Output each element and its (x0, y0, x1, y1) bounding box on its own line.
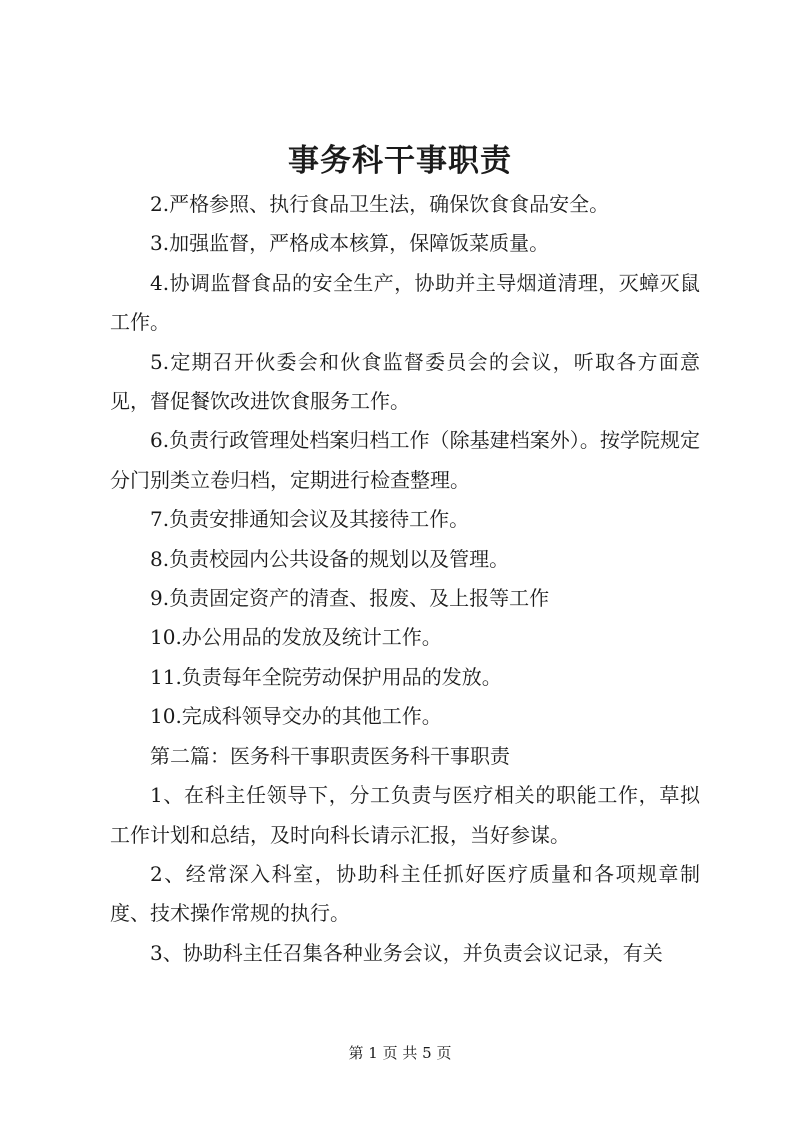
paragraph: 5.定期召开伙委会和伙食监督委员会的会议，听取各方面意见，督促餐饮改进饮食服务工作。 (110, 349, 700, 414)
paragraph: 4.协调监督食品的安全生产，协助并主导烟道清理，灭蟑灭鼠工作。 (110, 270, 700, 335)
paragraph: 9.负责固定资产的清查、报废、及上报等工作 (150, 586, 550, 611)
document-title: 事务科干事职责 (288, 143, 512, 179)
page-number-footer: 第 1 页 共 5 页 (348, 1044, 452, 1062)
paragraph: 11.负责每年全院劳动保护用品的发放。 (150, 664, 502, 689)
paragraph: 3、协助科主任召集各种业务会议，并负责会议记录，有关 (150, 940, 663, 965)
paragraph: 1、在科主任领导下，分工负责与医疗相关的职能工作，草拟工作计划和总结，及时向科长请示汇报，当好参谋。 (110, 783, 700, 847)
paragraph: 6.负责行政管理处档案归档工作（除基建档案外）。按学院规定分门别类立卷归档，定期进行检查整理。 (110, 428, 700, 492)
section-heading: 第二篇：医务科干事职责医务科干事职责 (150, 743, 510, 768)
paragraph: 8.负责校园内公共设备的规划以及管理。 (150, 546, 510, 571)
paragraph: 10.完成科领导交办的其他工作。 (150, 704, 442, 729)
document-body (110, 185, 700, 973)
paragraph: 7.负责安排通知会议及其接待工作。 (150, 507, 470, 532)
paragraph: 10.办公用品的发放及统计工作。 (150, 625, 442, 650)
paragraph: 2.严格参照、执行食品卫生法，确保饮食食品安全。 (150, 192, 610, 216)
paragraph: 3.加强监督，严格成本核算，保障饭菜质量。 (150, 231, 550, 256)
paragraph: 2、经常深入科室，协助科主任抓好医疗质量和各项规章制度、技术操作常规的执行。 (110, 861, 700, 926)
